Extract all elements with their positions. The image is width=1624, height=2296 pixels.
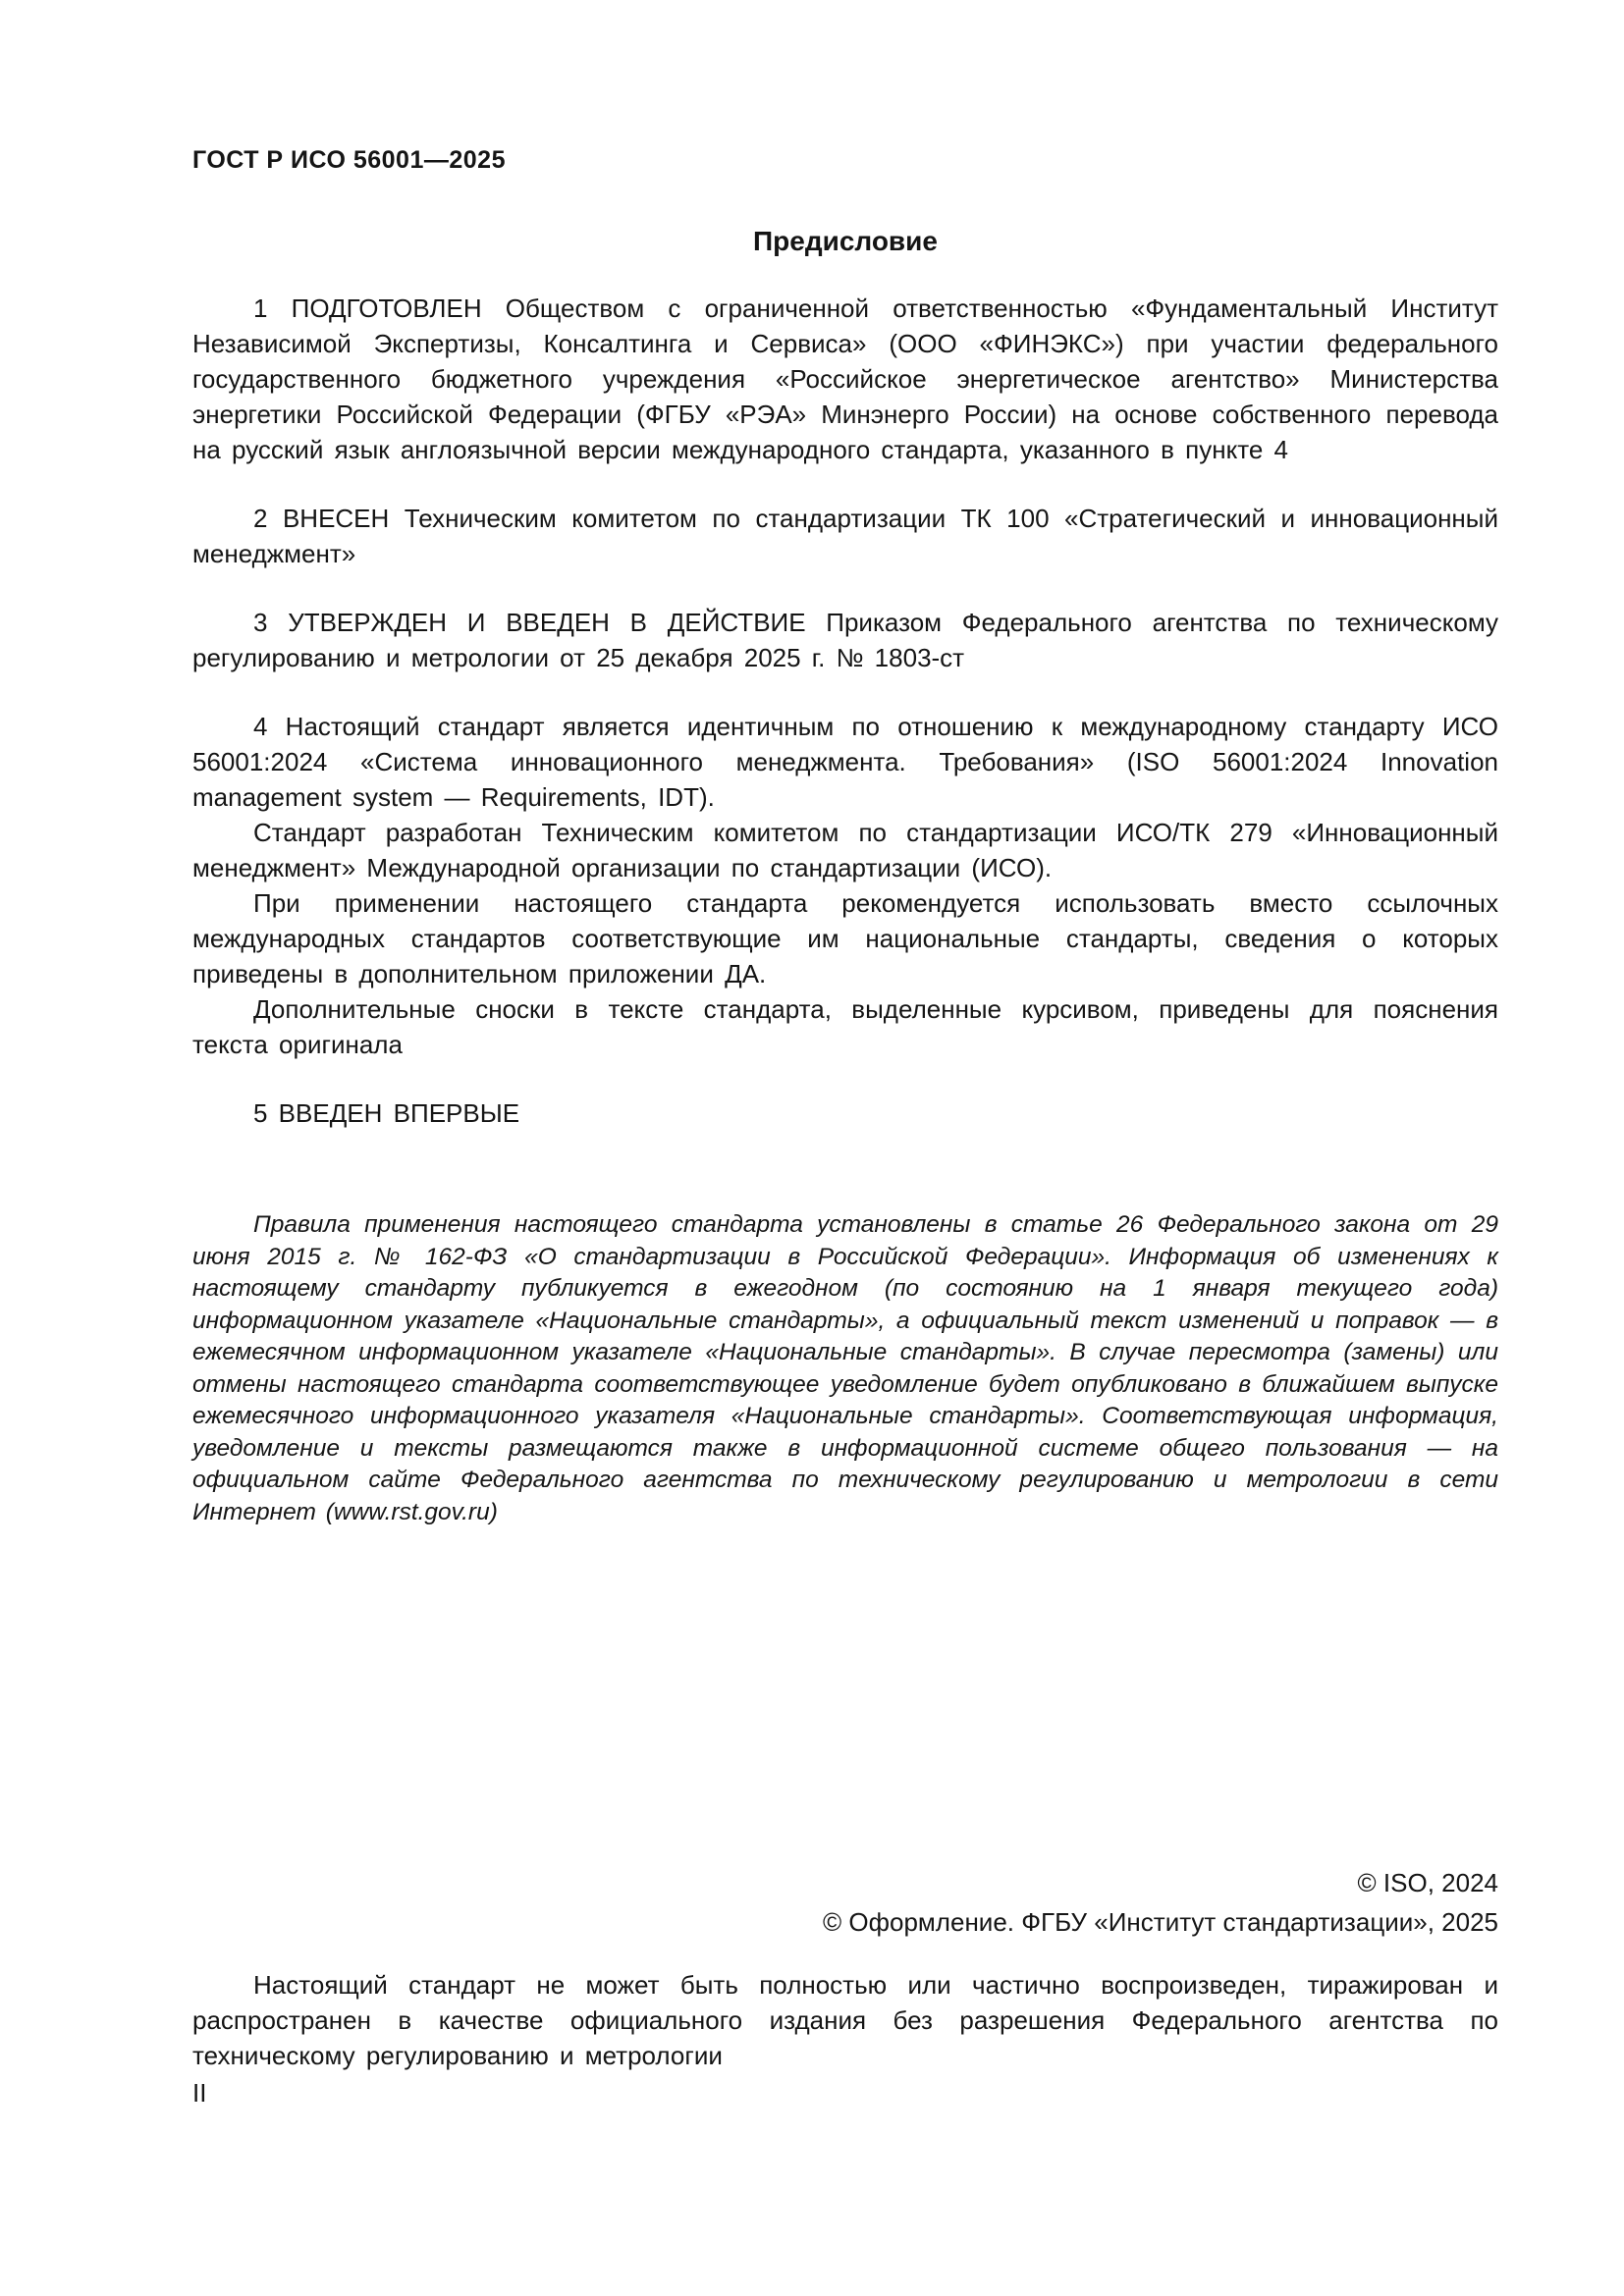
foreword-item-5-first-edition: 5 ВВЕДЕН ВПЕРВЫЕ — [253, 1098, 520, 1128]
foreword-item-4-footnotes: Дополнительные сноски в тексте стандарта, выделенные курсивом, приведены для пояснения текста оригинала — [192, 994, 1498, 1059]
reproduction-restriction-note: Настоящий стандарт не может быть полностью или частично воспроизведен, тиражирован и распространен в качестве официального издания без разрешения Федерального агентства по техническому регулированию и метрологии — [192, 1970, 1498, 2070]
foreword-item-3-approved: 3 УТВЕРЖДЕН И ВВЕДЕН В ДЕЙСТВИЕ Приказом Федерального агентства по техническому регулированию и метрологии от 25 декабря 2025 г. № 1803-ст — [192, 608, 1498, 672]
foreword-item-4-identity: 4 Настоящий стандарт является идентичным по отношению к международному стандарту ИСО 56001:2024 «Система инновационного менеджмента. Требования» (ISO 56001:2024 Innovation management system — Requirements, IDT). — [192, 712, 1498, 812]
document-code: ГОСТ Р ИСО 56001—2025 — [192, 146, 506, 174]
foreword-item-1-prepared: 1 ПОДГОТОВЛЕН Обществом с ограниченной ответственностью «Фундаментальный Институт Независимой Экспертизы, Консалтинга и Сервиса» (ООО «ФИНЭКС») при участии федерального государственного бюджетного учреждения «Российское энергетическое агентство» Министерства энергетики Российской Федерации (ФГБУ «РЭА» Минэнерго России) на основе собственного перевода на русский язык англоязычной версии международного стандарта, указанного в пункте 4 — [192, 294, 1498, 464]
foreword-item-4-developer: Стандарт разработан Техническим комитетом по стандартизации ИСО/ТК 279 «Инновационный менеджмент» Международной организации по стандартизации (ИСО). — [192, 818, 1498, 882]
bottom-block — [192, 1863, 1498, 2109]
legal-application-note: Правила применения настоящего стандарта установлены в статье 26 Федерального закона от 29 июня 2015 г. № 162-ФЗ «О стандартизации в Российской Федерации». Информация об изменениях к настоящему стандарту публикуется в ежегодном (по состоянию на 1 января текущего года) информационном указателе «Национальные стандарты», а официальный текст изменений и поправок — в ежемесячном информационном указателе «Национальные стандарты». В случае пересмотра (замены) или отмены настоящего стандарта соответствующее уведомление будет опубликовано в ближайшем выпуске ежемесячного информационного указателя «Национальные стандарты». Соответствующая информация, уведомление и тексты размещаются также в информационной системе общего пользования — на официальном сайте Федерального агентства по техническому регулированию и метрологии в сети Интернет (www.rst.gov.ru) — [192, 1211, 1498, 1525]
copyright-iso: © ISO, 2024 — [1357, 1868, 1498, 1897]
copyright-publisher: © Оформление. ФГБУ «Институт стандартизации», 2025 — [823, 1907, 1498, 1937]
foreword-item-2-submitted: 2 ВНЕСЕН Техническим комитетом по стандартизации ТК 100 «Стратегический и инновационный менеджмент» — [192, 504, 1498, 568]
foreword-title: Предисловие — [753, 226, 938, 256]
copyright-block — [192, 1863, 1498, 1942]
page-number: II — [192, 2078, 207, 2108]
foreword-item-4-references: При применении настоящего стандарта рекомендуется использовать вместо ссылочных международных стандартов соответствующие им национальные стандарты, сведения о которых приведены в дополнительном приложении ДА. — [192, 888, 1498, 988]
